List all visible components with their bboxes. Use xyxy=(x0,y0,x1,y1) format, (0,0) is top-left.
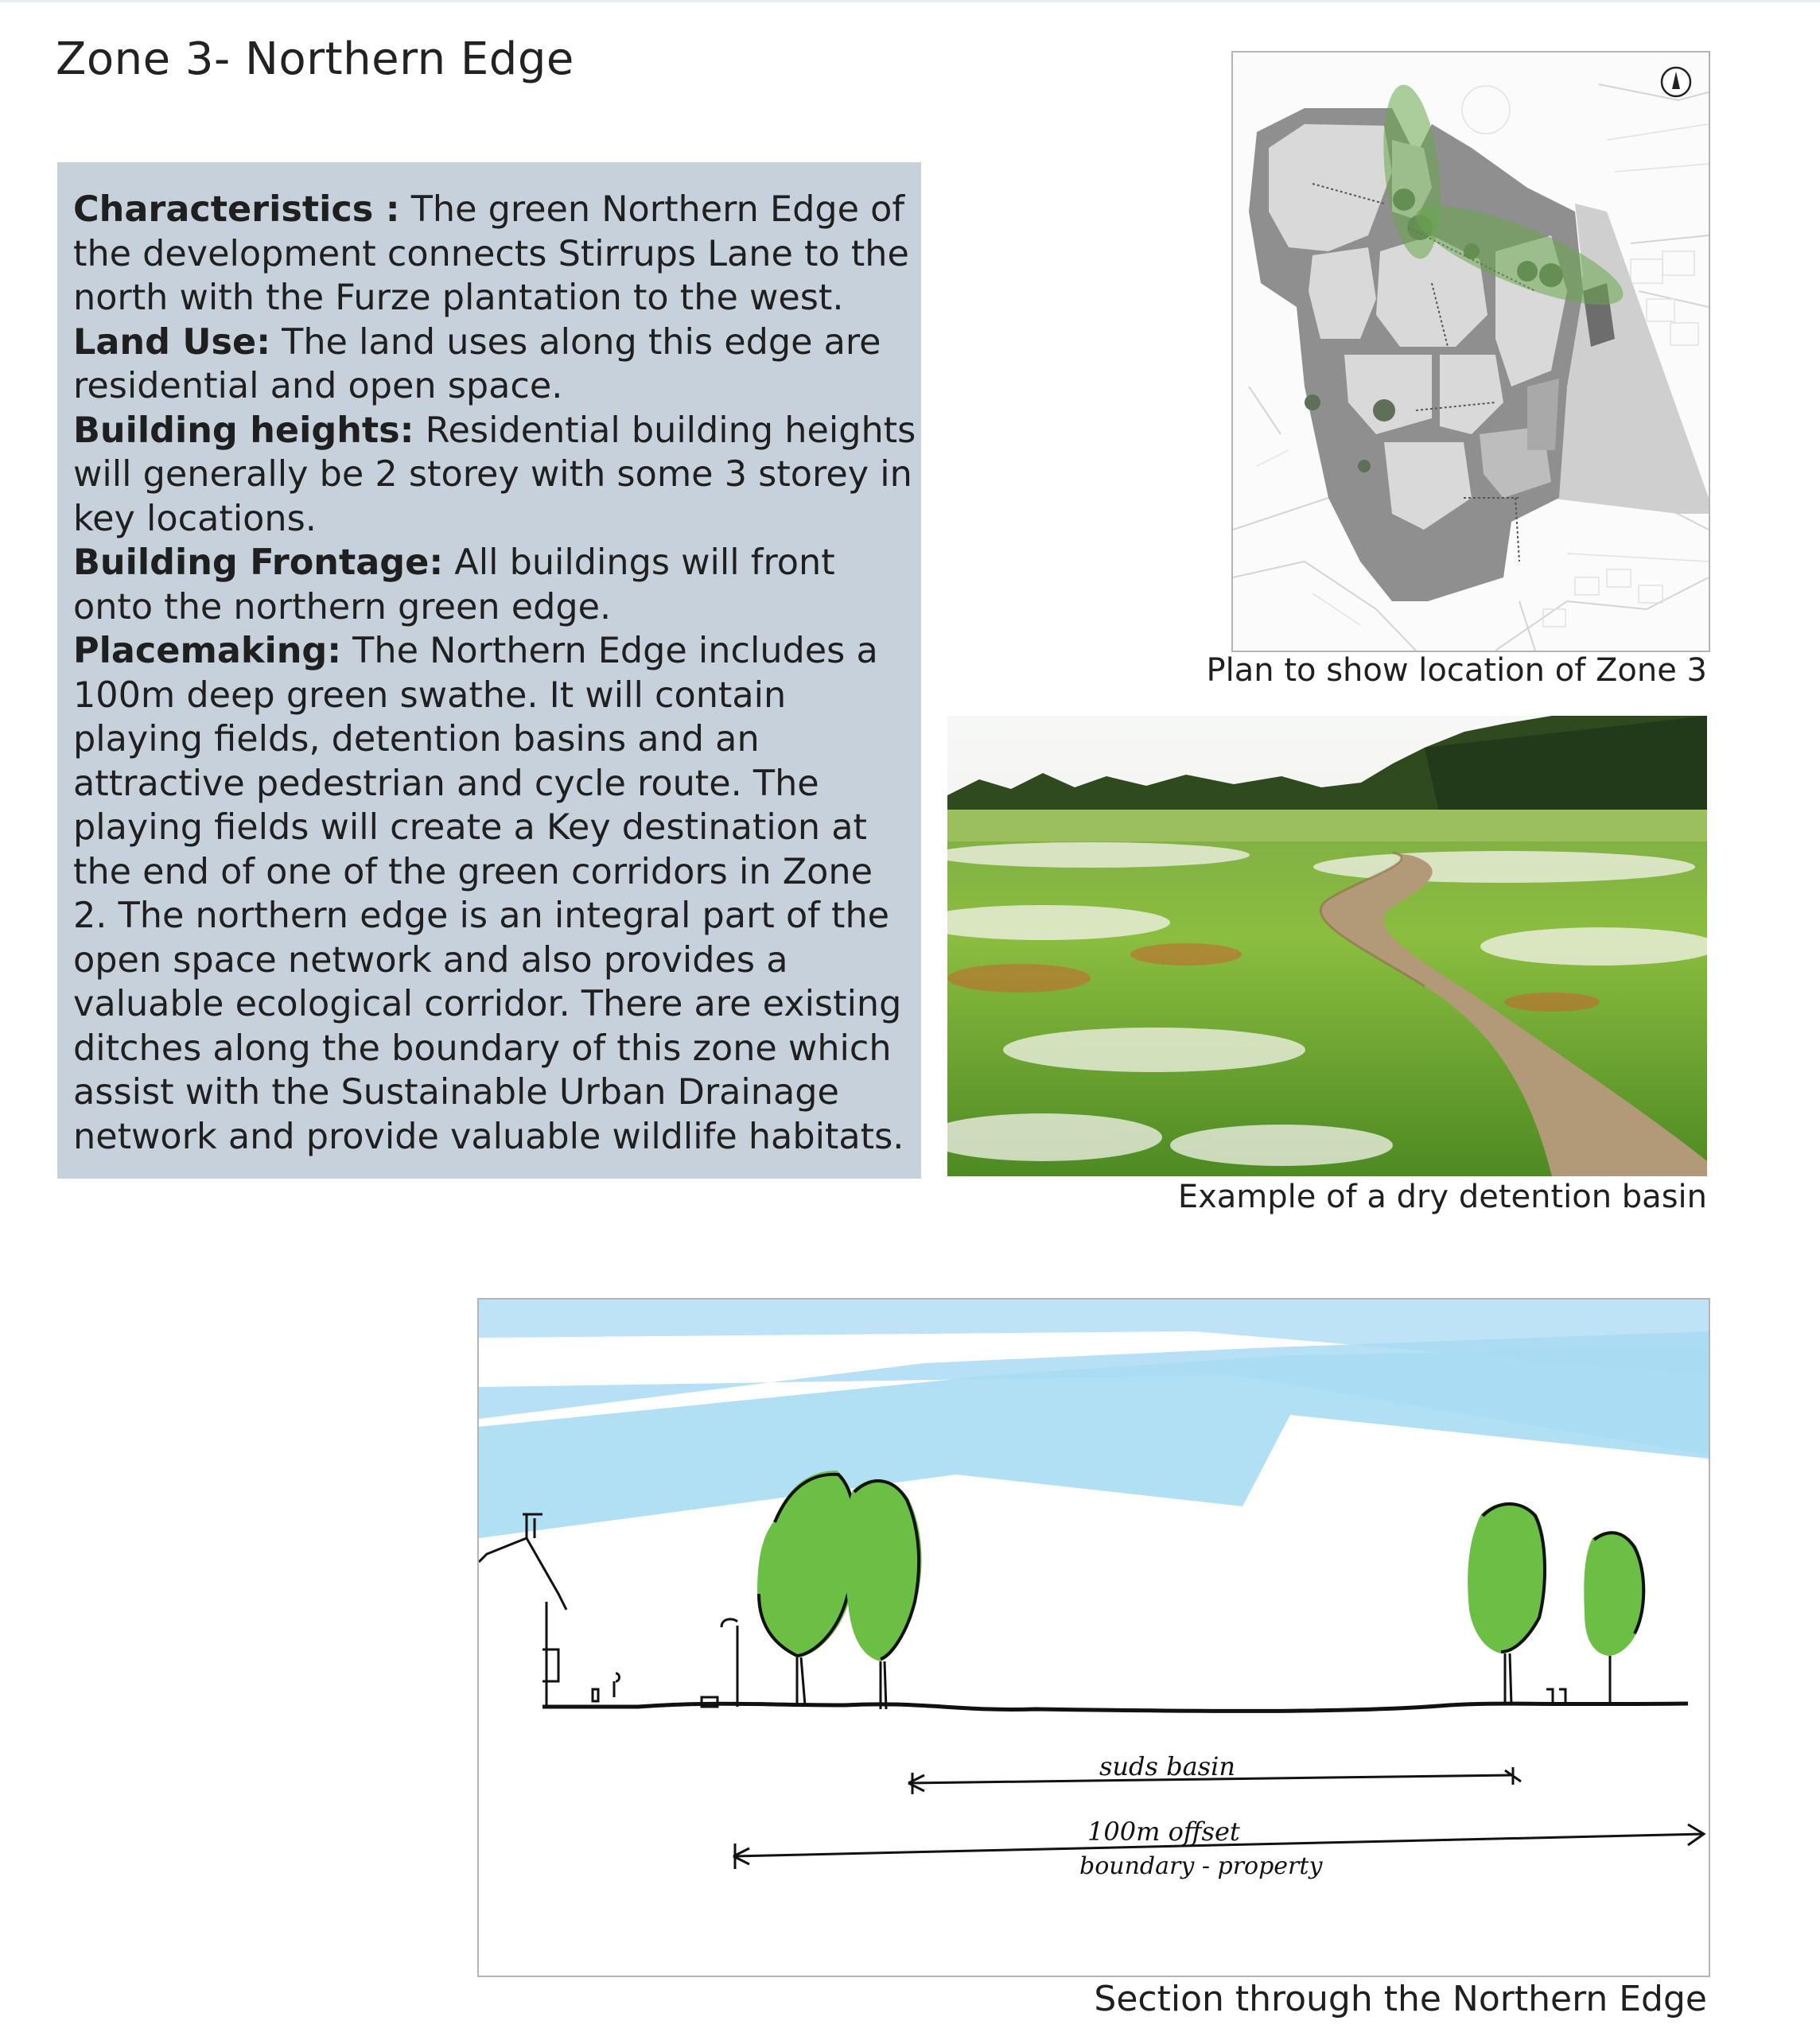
placemaking-paragraph xyxy=(73,629,916,1159)
land-use-text: The land uses along this edge are residential and open space. xyxy=(73,321,881,406)
offset-label: 100m offset xyxy=(1087,1816,1240,1847)
frontage-paragraph xyxy=(73,541,916,629)
tree-icon xyxy=(1584,1531,1645,1705)
detention-basin-photo xyxy=(947,716,1707,1176)
heights-label: Building heights: xyxy=(73,410,414,451)
land-use-label: Land Use: xyxy=(73,321,271,363)
house-sketch xyxy=(479,1514,566,1705)
top-rule xyxy=(0,0,1820,2)
section-sketch-drawing xyxy=(479,1300,1709,1976)
heights-text: Residential building heights will generally be 2 storey with some 3 storey in key locations. xyxy=(73,410,916,539)
north-arrow-icon xyxy=(1662,68,1690,96)
site-plan-figure xyxy=(1231,51,1710,652)
street-furniture-sketch xyxy=(593,1619,1565,1707)
plan-caption: Plan to show location of Zone 3 xyxy=(1206,652,1707,689)
tree-icon xyxy=(757,1471,858,1705)
frontage-text: All buildings will front onto the northern green edge. xyxy=(73,542,835,628)
placemaking-label: Placemaking: xyxy=(73,631,342,671)
section-sketch-figure xyxy=(477,1298,1710,1977)
photo-caption: Example of a dry detention basin xyxy=(1177,1179,1707,1215)
page-title: Zone 3- Northern Edge xyxy=(56,33,574,85)
characteristics-label: Characteristics : xyxy=(73,189,400,230)
characteristics-paragraph xyxy=(73,188,916,321)
tree-icon xyxy=(844,1479,921,1709)
basin-label: suds basin xyxy=(1099,1751,1235,1782)
meadow-path-image xyxy=(947,716,1707,1176)
heights-paragraph xyxy=(73,409,916,542)
frontage-label: Building Frontage: xyxy=(73,542,444,583)
tree-icon xyxy=(1468,1502,1546,1705)
placemaking-text: The Northern Edge includes a 100m deep green swathe. It will contain playing fields, detention basins and an attractive pedestrian and cycle route. The playing fields will create a Key destination at the end of one of the green corridors in Zone 2. The northern edge is an integral part of the open space network and also provides a valuable ecological corridor. There are existing ditches along the boundary of this zone which assist with the Sustainable Urban Drainage network and provide valuable wildlife habitats. xyxy=(73,631,904,1157)
land-use-paragraph xyxy=(73,321,916,409)
description-text xyxy=(73,188,916,1159)
boundary-label: boundary - property xyxy=(1079,1852,1323,1880)
characteristics-text: The green Northern Edge of the development connects Stirrups Lane to the north with the Furze plantation to the west. xyxy=(73,189,909,318)
section-caption: Section through the Northern Edge xyxy=(1094,1979,1707,2019)
site-plan-map xyxy=(1233,52,1709,651)
